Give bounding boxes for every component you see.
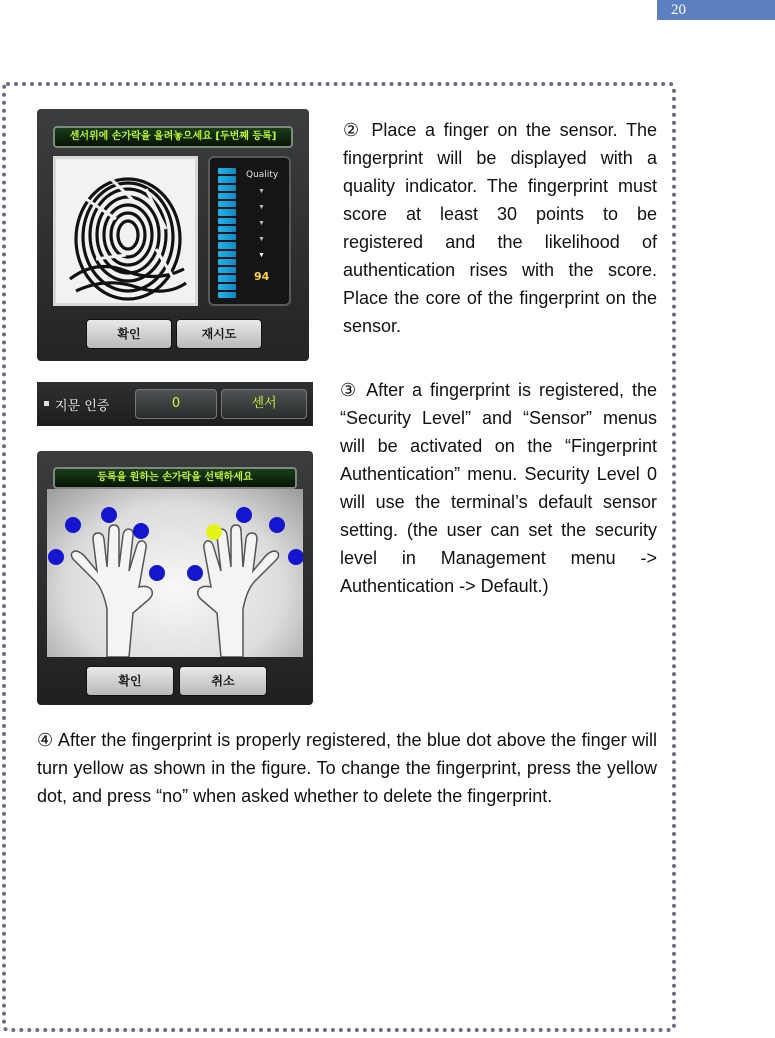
step-4-text: ④ After the fingerprint is properly registered, the blue dot above the finger will turn yellow as shown in the figure. To change the fingerprint, press the yellow dot, and press “no” when asked whether to delete the fingerprint. <box>37 730 657 806</box>
quality-value: 94 <box>254 270 270 283</box>
confirm-button[interactable]: 확인 <box>86 666 174 696</box>
fingerprint-auth-bar <box>37 382 313 426</box>
sensor-button[interactable]: 센서 <box>221 389 307 419</box>
chevron-down-icon: ▼ <box>258 220 265 227</box>
finger-dot-right-index-registered <box>206 524 222 540</box>
finger-dot-left-thumb <box>149 565 165 581</box>
finger-dot-right-pinky <box>288 549 303 565</box>
page-number: 20 <box>657 0 775 20</box>
finger-dot-left-pinky <box>48 549 64 565</box>
finger-dot-right-ring <box>269 517 285 533</box>
step-3-text: ③ After a fingerprint is registered, the “Security Level” and “Sensor” menus will be activated on the “Fingerprint Authentication” menu. Security Level 0 will use the terminal’s default sensor setting. (the user can set the security level in Management menu -> Authentication -> Default.) <box>340 380 657 596</box>
chevron-down-icon: ▼ <box>258 252 265 259</box>
finger-select-screen <box>37 451 313 705</box>
fingerprint-instruction-bar: 센서위에 손가락을 올려놓으세요 [두번째 등록] <box>53 126 293 148</box>
fingerprint-image <box>53 156 198 306</box>
security-level-button[interactable]: 0 <box>135 389 217 419</box>
chevron-down-icon: ▼ <box>258 188 265 195</box>
retry-button[interactable]: 재시도 <box>176 319 262 349</box>
finger-dot-left-middle <box>101 507 117 523</box>
finger-dot-left-index <box>133 523 149 539</box>
quality-indicator <box>208 156 291 306</box>
step-2-text: ② Place a finger on the sensor. The fingerprint will be displayed with a quality indicator. The fingerprint must score at least 30 points to be registered and the likelihood of authentication rises with the score. Place the core of the fingerprint on the sensor. <box>343 120 657 336</box>
bullet-icon <box>44 401 49 406</box>
chevron-down-icon: ▼ <box>258 236 265 243</box>
chevron-down-icon: ▼ <box>258 204 265 211</box>
cancel-button[interactable]: 취소 <box>179 666 267 696</box>
finger-select-instruction-bar: 등록을 원하는 손가락을 선택하세요 <box>53 467 297 489</box>
finger-dot-right-middle <box>236 507 252 523</box>
finger-dot-left-ring <box>65 517 81 533</box>
fingerprint-capture-screen <box>37 109 309 361</box>
confirm-button[interactable]: 확인 <box>86 319 172 349</box>
hands-icon <box>47 489 303 657</box>
quality-label: Quality <box>246 170 279 180</box>
finger-dot-right-thumb <box>187 565 203 581</box>
hands-diagram <box>47 489 303 657</box>
fingerprint-auth-label: 지문 인증 <box>55 399 110 414</box>
quality-bar <box>218 168 236 298</box>
fingerprint-icon <box>56 159 195 303</box>
